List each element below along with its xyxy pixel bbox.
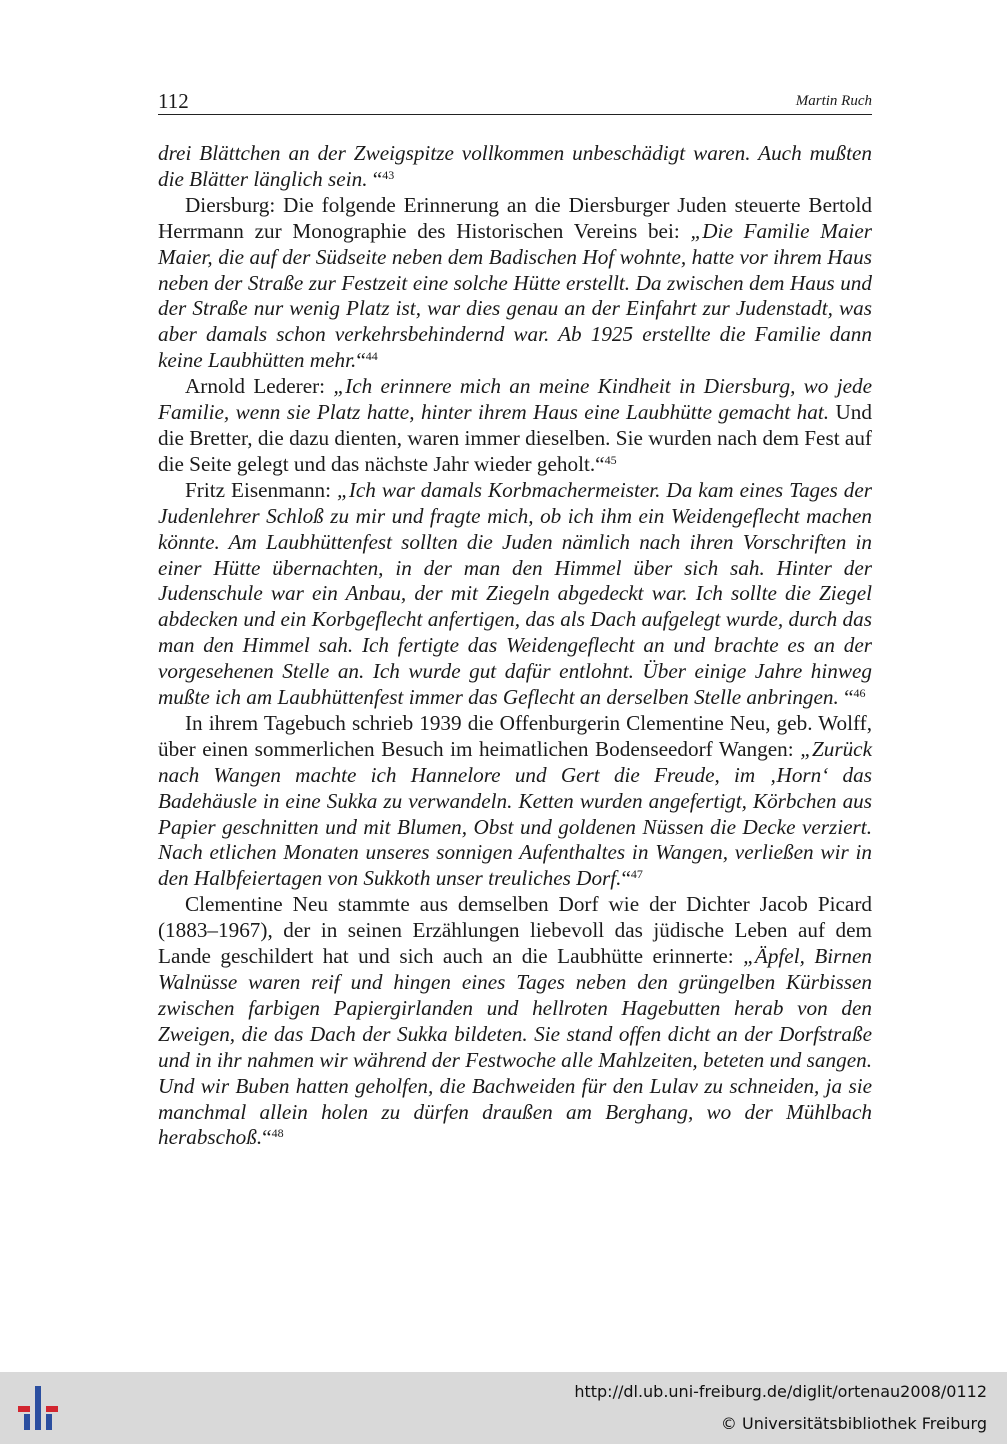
quotation-text: „Die Familie Maier Maier, die auf der Südseite neben dem Badischen Hof wohnte, hatte vor ihrem Haus neben der Straße zur Festzeit eine solche Hütte erstellt. Da zwischen dem Haus und der Straße nur wenig Platz ist, war dies genau an der Einfahrt zur Judenstadt, was aber damals schon verkehrsbehindernd war. Ab 1925 erstellte die Familie dann keine Laubhütten mehr. bbox=[158, 218, 872, 373]
quotation-text: „Ich erinnere mich an meine Kindheit in Diersburg, wo jede Familie, wenn sie Platz hatte, hinter ihrem Haus eine Laubhütte gemacht hat. bbox=[158, 374, 872, 425]
paragraph-text: Fritz Eisenmann: bbox=[185, 477, 338, 502]
paragraph-text: Arnold Lederer: bbox=[185, 374, 334, 399]
footnote-marker: 46 bbox=[853, 685, 866, 700]
quotation-text: „Ich war damals Korbmachermeister. Da kam eines Tages der Judenlehrer Schloß zu mir und fragte mich, ob ich ihm ein Weidengeflecht machen könnte. Am Laubhüttenfest sollten die Juden nämlich nach ihren Vorschriften in einer Hütte übernachten, in der man den Himmel über sich sah. Hinter der Judenschule war ein Anbau, der mit Ziegeln abgedeckt war. Ich sollte die Ziegel abdecken und ein Korbgeflecht anfertigen, das als Dach aufgelegt wurde, durch das man den Himmel sah. Ich fertigte das Weidengeflecht an und brachte es an der vorgesehenen Stelle an. Ich wurde gut dafür entlohnt. Über einige Jahre hinweg mußte ich am Laubhüttenfest immer das Geflecht an derselben Stelle anbringen. bbox=[158, 477, 873, 710]
running-head-author: Martin Ruch bbox=[795, 93, 872, 109]
quotation-text: drei Blättchen an der Zweigspitze vollkommen unbeschädigt waren. Auch mußten die Blätter länglich sein. bbox=[158, 141, 872, 191]
footer-url-link[interactable]: http://dl.ub.uni-freiburg.de/diglit/ortenau2008/0112 bbox=[574, 1382, 987, 1401]
page-header bbox=[158, 88, 872, 115]
page-number: 112 bbox=[158, 89, 189, 113]
paragraph-text: “ bbox=[621, 866, 631, 891]
footnote-marker: 48 bbox=[271, 1126, 284, 1141]
body-text bbox=[158, 141, 872, 1151]
paragraph-text: “ bbox=[262, 1125, 272, 1150]
footnote-marker: 44 bbox=[365, 349, 378, 364]
paragraph bbox=[158, 193, 872, 374]
paragraph-text: In ihrem Tagebuch schrieb 1939 die Offenburgerin Clementine Neu, geb. Wolff, über einen sommerlichen Besuch im heimatlichen Bodenseedorf Wangen: bbox=[158, 710, 872, 761]
ub-freiburg-logo-icon bbox=[14, 1384, 62, 1432]
quotation-text: „Äpfel, Birnen Walnüsse waren reif und hingen eines Tages neben den grüngelben Kürbissen zwischen farbigen Papiergirlanden und hellroten Hagebutten herab von den Zweigen, die das Dach der Sukka bildeten. Sie stand offen dicht an der Dorfstraße und in ihr nahmen wir während der Festwoche alle Mahlzeiten, beteten und sangen. Und wir Buben hatten geholfen, die Bachweiden für den Lulav zu schneiden, ja sie manchmal allein holen zu dürfen draußen am Berghang, wo der Mühlbach herabschoß. bbox=[158, 944, 872, 1150]
footnote-marker: 43 bbox=[382, 167, 395, 182]
footnote-marker: 47 bbox=[630, 867, 643, 882]
paragraph bbox=[158, 892, 872, 1151]
paragraph bbox=[158, 478, 872, 711]
footer-copyright: © Universitätsbibliothek Freiburg bbox=[720, 1414, 987, 1433]
footer-bar bbox=[0, 1372, 1007, 1444]
paragraph bbox=[158, 711, 872, 892]
paragraph bbox=[158, 141, 872, 193]
paragraph-text: “ bbox=[356, 348, 366, 373]
paragraph-text: “ bbox=[838, 685, 854, 710]
paragraph-text: “ bbox=[367, 166, 383, 191]
paragraph bbox=[158, 374, 872, 478]
paragraph-text: Und die Bretter, die dazu dienten, waren immer dieselben. Sie wurden nach dem Fest auf die Seite gelegt und das nächste Jahr wieder geholt.“ bbox=[158, 400, 872, 476]
footnote-marker: 45 bbox=[604, 452, 617, 467]
quotation-text: „Zurück nach Wangen machte ich Hannelore und Gert die Freude, im ‚Horn‘ das Badehäusle in eine Sukka zu verwandeln. Ketten wurden angefertigt, Körbchen aus Papier geschnitten und mit Blumen, Obst und goldenen Nüssen die Decke verziert. Nach etlichen Monaten unseres sonnigen Aufenthaltes in Wangen, verließen wir in den Halbfeiertagen von Sukkoth unser treuliches Dorf. bbox=[158, 736, 872, 891]
paragraph-text: Diersburg: Die folgende Erinnerung an die Diersburger Juden steuerte Bertold Herrmann zur Monographie des Historischen Vereins bei: bbox=[158, 192, 872, 243]
paragraph-text: Clementine Neu stammte aus demselben Dorf wie der Dichter Jacob Picard (1883–1967), der in seinen Erzählungen liebevoll das jüdische Leben auf dem Lande geschildert hat und sich auch an die Laubhütte erinnerte: bbox=[158, 892, 872, 969]
